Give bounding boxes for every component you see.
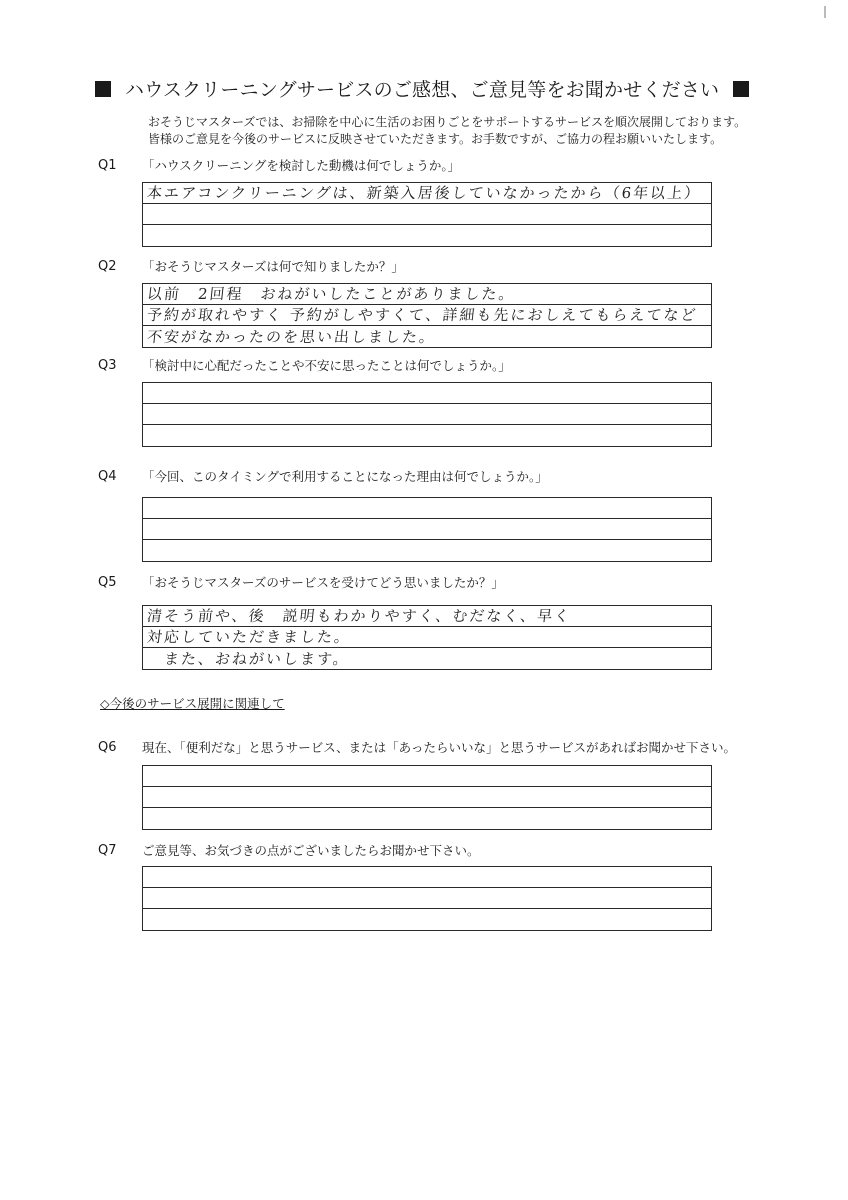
intro-text — [148, 114, 746, 148]
question-label: Q5 — [98, 575, 117, 590]
scan-mark — [824, 6, 826, 18]
question-label: Q1 — [98, 158, 117, 173]
question-label: Q4 — [98, 469, 117, 484]
answer-line — [143, 540, 711, 561]
answer-box — [142, 382, 712, 447]
answer-line — [143, 648, 711, 669]
answer-line — [143, 305, 711, 326]
question-text: ご意見等、お気づきの点がございましたらお聞かせ下さい。 — [142, 843, 480, 858]
intro-line: 皆様のご意見を今後のサービスに反映させていただきます。お手数ですが、ご協力の程お願いいたします。 — [148, 132, 723, 146]
page-title — [95, 76, 785, 104]
answer-box — [142, 497, 712, 562]
question-label: Q2 — [98, 259, 117, 274]
handwritten-answer: 不安がなかったのを思い出しました。 — [146, 328, 437, 346]
black-square-icon — [733, 81, 749, 97]
question-label: Q7 — [98, 843, 117, 858]
section-heading: ◇今後のサービス展開に関連して — [100, 696, 285, 711]
question-text: 「おそうじマスターズは何で知りましたか？」 — [142, 259, 404, 274]
question-label: Q3 — [98, 358, 117, 373]
handwritten-answer: 以前 2回程 おねがいしたことがありました。 — [146, 285, 517, 303]
black-square-icon — [95, 81, 111, 97]
answer-line — [143, 787, 711, 808]
handwritten-answer: 予約が取れやすく 予約がしやすくて、詳細も先におしえてもらえてなど — [146, 306, 699, 324]
answer-box — [142, 765, 712, 830]
handwritten-answer: 清そう前や、後 説明もわかりやすく、むだなく、早く — [146, 607, 573, 625]
question-text: 現在、「便利だな」と思うサービス、または「あったらいいな」と思うサービスがあればお聞かせ下さい。 — [142, 740, 737, 755]
answer-line — [143, 225, 711, 246]
answer-line — [143, 766, 711, 787]
answer-line — [143, 183, 711, 204]
answer-line — [143, 606, 711, 627]
answer-line — [143, 204, 711, 225]
answer-line — [143, 627, 711, 648]
answer-box — [142, 283, 712, 348]
answer-line — [143, 519, 711, 540]
answer-line — [143, 498, 711, 519]
question-text: 「今回、このタイミングで利用することになった理由は何でしょうか。」 — [142, 469, 548, 484]
answer-line — [143, 808, 711, 829]
answer-line — [143, 383, 711, 404]
handwritten-answer: また、おねがいします。 — [146, 650, 351, 668]
answer-line — [143, 909, 711, 930]
answer-box — [142, 866, 712, 931]
handwritten-answer: 対応していただきました。 — [146, 628, 352, 646]
question-text: 「おそうじマスターズのサービスを受けてどう思いましたか？」 — [142, 575, 504, 590]
intro-line: おそうじマスターズでは、お掃除を中心に生活のお困りごとをサポートするサービスを順次展開しております。 — [148, 115, 747, 129]
handwritten-answer: 本エアコンクリーニングは、新築入居後していなかったから（6年以上） — [146, 184, 703, 202]
answer-line — [143, 284, 711, 305]
question-label: Q6 — [98, 740, 117, 755]
answer-line — [143, 867, 711, 888]
question-text: 「検討中に心配だったことや不安に思ったことは何でしょうか。」 — [142, 358, 511, 373]
answer-box — [142, 605, 712, 670]
page-title-text: ハウスクリーニングサービスのご感想、ご意見等をお聞かせください — [125, 79, 720, 101]
answer-line — [143, 326, 711, 347]
answer-line — [143, 888, 711, 909]
answer-box — [142, 182, 712, 247]
question-text: 「ハウスクリーニングを検討した動機は何でしょうか。」 — [142, 158, 461, 173]
answer-line — [143, 404, 711, 425]
answer-line — [143, 425, 711, 446]
